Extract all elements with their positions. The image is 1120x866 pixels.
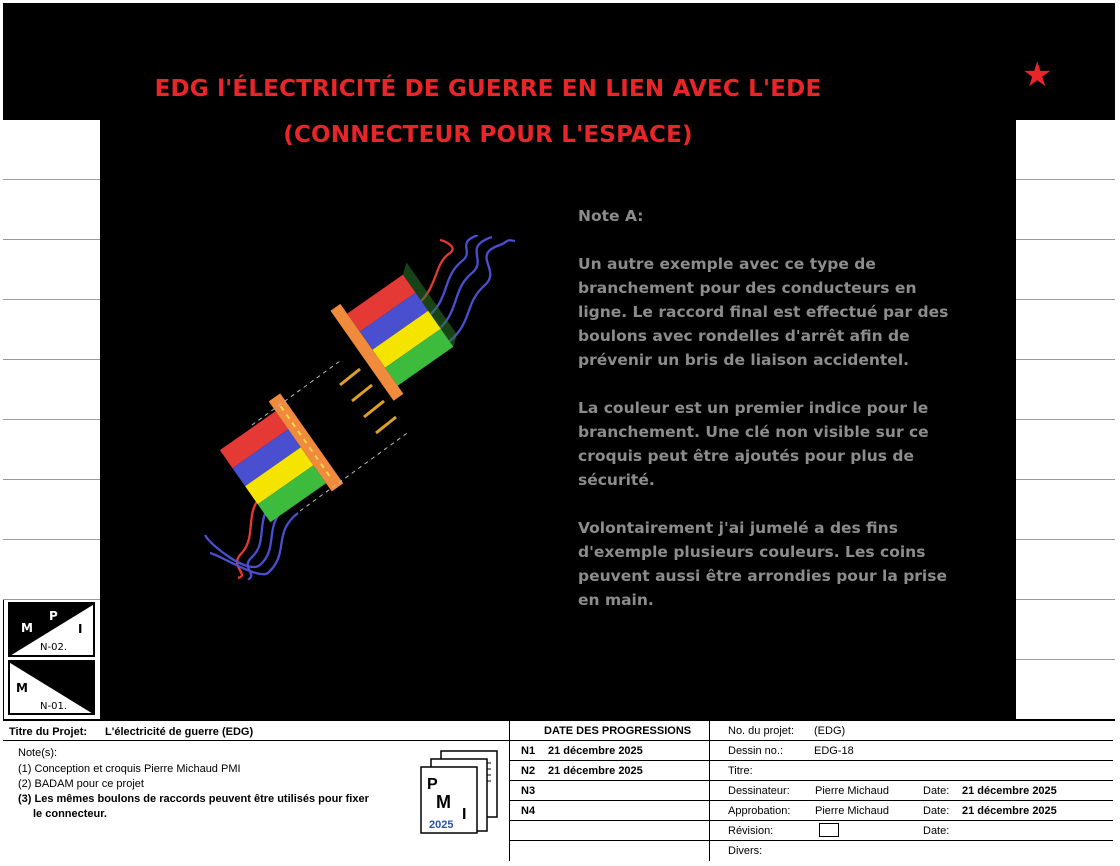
page-title-line2: (CONNECTEUR POUR L'ESPACE): [283, 122, 693, 148]
notes-label: Note(s):: [18, 747, 58, 759]
project-no-label: No. du projet:: [728, 725, 795, 737]
mpi-stamp-n02: [8, 602, 95, 657]
revision-label: Révision:: [728, 825, 774, 837]
stamp-code: N-01.: [40, 701, 67, 712]
designer-value: Pierre Michaud: [815, 785, 889, 797]
note-paragraph-1: Un autre exemple avec ce type de branchement pour des conducteurs en ligne. Le raccord final est effectué par des boulons avec rondelles d'arrêt afin de prévenir un bris de liaison accidentel.: [578, 255, 949, 369]
note-a: [578, 204, 958, 612]
designer-label: Dessinateur:: [728, 785, 790, 797]
connector-illustration: [200, 235, 520, 580]
stamp-code: N-02.: [40, 642, 67, 653]
note-heading: Note A:: [578, 207, 644, 225]
drawing-no-label: Dessin no.:: [728, 745, 784, 757]
approval-date-value: 21 décembre 2025: [962, 805, 1057, 817]
approval-value: Pierre Michaud: [815, 805, 889, 817]
note-paragraph-3: Volontairement j'ai jumelé a des fins d'exemple plusieurs couleurs. Les coins peuvent aussi être arrondies pour la prise en main.: [578, 519, 947, 609]
progress-n2-date: 21 décembre 2025: [548, 765, 643, 777]
logo-m: M: [436, 792, 451, 812]
note-3-line2: le connecteur.: [33, 808, 107, 820]
project-title-value: L'électricité de guerre (EDG): [105, 726, 254, 738]
stamp-m: M: [21, 621, 33, 635]
header-band: [3, 3, 1115, 120]
divers-label: Divers:: [728, 845, 763, 857]
progress-n3-label: N3: [521, 785, 536, 797]
stamp-m: M: [16, 681, 28, 695]
logo-p: P: [427, 776, 438, 793]
logo-i: I: [462, 806, 467, 823]
stamp-p: P: [51, 671, 60, 685]
drawing-no-value: EDG-18: [814, 745, 854, 757]
progress-n4-label: N4: [521, 805, 536, 817]
progress-header: DATE DES PROGRESSIONS: [544, 725, 692, 737]
project-title-label: Titre du Projet:: [9, 726, 88, 738]
progress-n1-label: N1: [521, 745, 536, 757]
project-no-value: (EDG): [814, 725, 846, 737]
stamp-i: I: [78, 683, 83, 697]
mpi-stamp-n01: [8, 660, 95, 715]
right-grid: [1016, 120, 1115, 720]
red-star-icon: ★: [1022, 56, 1053, 94]
revision-date-label: Date:: [923, 825, 950, 837]
note-paragraph-2: La couleur est un premier indice pour le branchement. Une clé non visible sur ce croquis peut être ajoutés pour plus de sécurité.: [578, 399, 929, 489]
left-grid: [3, 120, 100, 600]
approval-label: Approbation:: [728, 805, 791, 817]
titre-label: Titre:: [728, 765, 753, 777]
approval-date-label: Date:: [923, 805, 950, 817]
title-block: [3, 719, 1115, 861]
note-3-line1: (3) Les mêmes boulons de raccords peuvent être utilisés pour fixer: [18, 793, 369, 805]
page-title-line1: EDG l'ÉLECTRICITÉ DE GUERRE EN LIEN AVEC L'EDE: [154, 76, 822, 102]
stamp-i: I: [78, 622, 83, 636]
revision-checkbox[interactable]: [819, 823, 839, 837]
designer-date-value: 21 décembre 2025: [962, 785, 1057, 797]
note-2: (2) BADAM pour ce projet: [18, 778, 144, 790]
progress-n1-date: 21 décembre 2025: [548, 745, 643, 757]
designer-date-label: Date:: [923, 785, 950, 797]
note-1: (1) Conception et croquis Pierre Michaud PMI: [18, 763, 241, 775]
progress-n2-label: N2: [521, 765, 536, 777]
logo-year: 2025: [429, 819, 454, 831]
stamp-p: P: [49, 609, 58, 623]
